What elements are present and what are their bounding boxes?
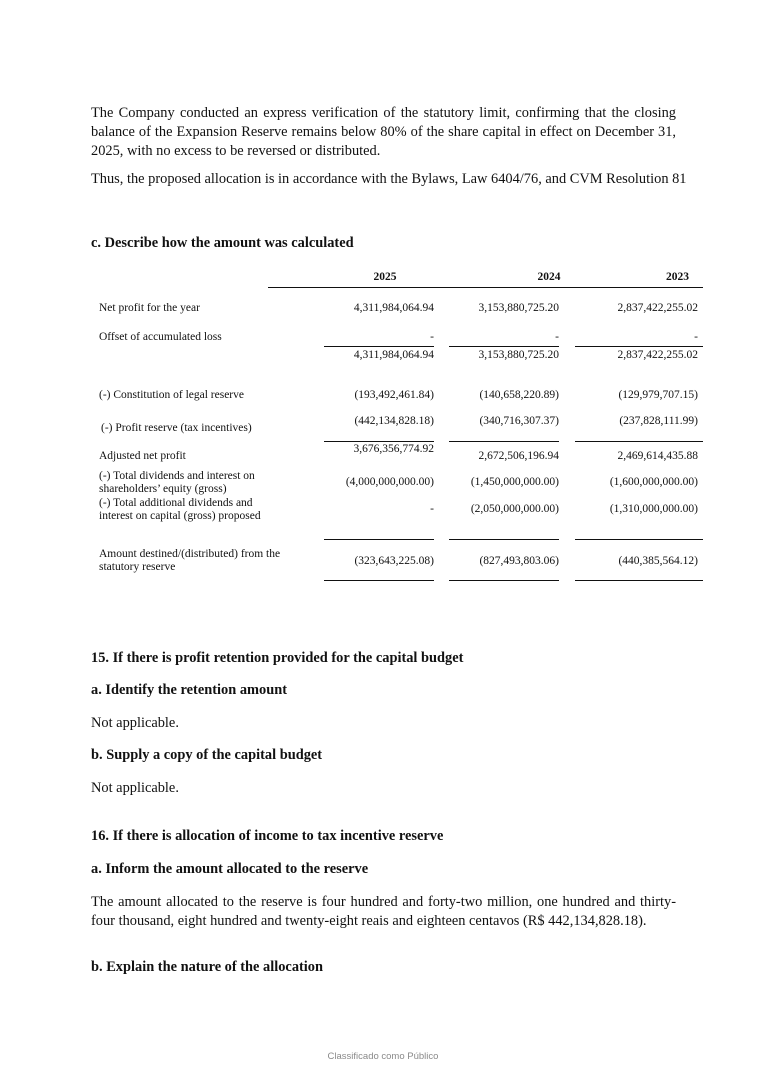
subtotal-rule-2023 — [575, 346, 703, 347]
classification-footer: Classificado como Público — [327, 1051, 439, 1062]
statutory-bottom-rule-2023 — [575, 580, 703, 581]
statutory-top-rule-2023 — [575, 539, 703, 540]
cell-additional-dividends-2024: (2,050,000,000.00) — [470, 503, 559, 515]
header-underline — [268, 287, 703, 288]
column-header-2024: 2024 — [537, 271, 561, 283]
section-c-heading: c. Describe how the amount was calculated — [91, 235, 354, 251]
row-label-statutory-reserve-line1: Amount destined/(distributed) from the — [99, 548, 281, 560]
cell-total-dividends-2024: (1,450,000,000.00) — [470, 476, 559, 488]
adjusted-rule-2024 — [449, 441, 559, 442]
section-15-heading: 15. If there is profit retention provided for the capital budget — [91, 650, 464, 666]
statutory-top-rule-2024 — [449, 539, 559, 540]
cell-additional-dividends-2023: (1,310,000,000.00) — [609, 503, 698, 515]
subtotal-rule-2025 — [324, 346, 434, 347]
row-label-tax-incentives: (-) Profit reserve (tax incentives) — [101, 422, 252, 434]
allocation-compliance-paragraph: Thus, the proposed allocation is in accordance with the Bylaws, Law 6404/76, and CVM Resolution 81 — [91, 171, 687, 187]
section-15b-heading: b. Supply a copy of the capital budget — [91, 747, 323, 763]
cell-net-profit-2023: 2,837,422,255.02 — [617, 302, 698, 314]
cell-adjusted-2024: 2,672,506,196.94 — [478, 450, 559, 462]
cell-legal-reserve-2023: (129,979,707.15) — [618, 389, 698, 401]
row-label-total-dividends-line1: (-) Total dividends and interest on — [99, 470, 255, 482]
cell-net-profit-2025: 4,311,984,064.94 — [353, 302, 434, 314]
adjusted-rule-2025 — [324, 441, 434, 442]
section-16a-text: The amount allocated to the reserve is four hundred and forty-two million, one hundred and thirty-four thousand, eight hundred and twenty-eight reais and eighteen centavos (R$ 442,134,828.18). — [91, 894, 676, 929]
cell-tax-incentives-2023: (237,828,111.99) — [619, 415, 698, 427]
cell-total-dividends-2025: (4,000,000,000.00) — [345, 476, 434, 488]
cell-additional-dividends-2025: - — [430, 503, 434, 515]
statutory-top-rule-2025 — [324, 539, 434, 540]
cell-offset-2024: - — [555, 331, 559, 343]
section-15a-text: Not applicable. — [91, 715, 179, 731]
cell-statutory-reserve-2023: (440,385,564.12) — [618, 555, 698, 567]
cell-legal-reserve-2025: (193,492,461.84) — [354, 389, 434, 401]
column-header-2023: 2023 — [666, 271, 689, 283]
cell-statutory-reserve-2024: (827,493,803.06) — [479, 555, 559, 567]
row-label-adjusted-net-profit: Adjusted net profit — [99, 450, 186, 462]
cell-tax-incentives-2025: (442,134,828.18) — [354, 415, 434, 427]
cell-total-dividends-2023: (1,600,000,000.00) — [609, 476, 698, 488]
cell-offset-2025: - — [430, 331, 434, 343]
row-label-net-profit: Net profit for the year — [99, 302, 200, 314]
row-label-statutory-reserve — [99, 548, 280, 574]
statutory-bottom-rule-2025 — [324, 580, 434, 581]
cell-net-profit-2024: 3,153,880,725.20 — [478, 302, 559, 314]
row-label-additional-dividends-line2: interest on capital (gross) proposed — [99, 510, 261, 522]
cell-statutory-reserve-2025: (323,643,225.08) — [354, 555, 434, 567]
row-label-offset-loss: Offset of accumulated loss — [99, 331, 222, 343]
cell-subtotal-2024: 3,153,880,725.20 — [478, 349, 559, 361]
section-15a-heading: a. Identify the retention amount — [91, 682, 288, 698]
cell-subtotal-2023: 2,837,422,255.02 — [617, 349, 698, 361]
cell-offset-2023: - — [694, 331, 698, 343]
cell-adjusted-2023: 2,469,614,435.88 — [617, 450, 698, 462]
section-15b-text: Not applicable. — [91, 780, 179, 796]
cell-tax-incentives-2024: (340,716,307.37) — [479, 415, 559, 427]
row-label-total-dividends — [99, 470, 255, 496]
section-16b-heading: b. Explain the nature of the allocation — [91, 959, 323, 975]
adjusted-rule-2023 — [575, 441, 703, 442]
row-label-legal-reserve: (-) Constitution of legal reserve — [99, 389, 244, 401]
statutory-bottom-rule-2024 — [449, 580, 559, 581]
section-16-heading: 16. If there is allocation of income to tax incentive reserve — [91, 828, 444, 844]
section-16a-heading: a. Inform the amount allocated to the reserve — [91, 861, 369, 877]
column-header-2025: 2025 — [373, 271, 397, 283]
cell-subtotal-2025: 4,311,984,064.94 — [353, 349, 434, 361]
row-label-additional-dividends — [99, 497, 261, 523]
row-label-additional-dividends-line1: (-) Total additional dividends and — [99, 497, 253, 509]
row-label-statutory-reserve-line2: statutory reserve — [99, 561, 176, 573]
cell-adjusted-2025: 3,676,356,774.92 — [353, 443, 434, 455]
subtotal-rule-2024 — [449, 346, 559, 347]
row-label-total-dividends-line2: shareholders’ equity (gross) — [99, 483, 227, 495]
cell-legal-reserve-2024: (140,658,220.89) — [479, 389, 559, 401]
statutory-limit-paragraph: The Company conducted an express verification of the statutory limit, confirming that the closing balance of the Expansion Reserve remains below 80% of the share capital in effect on December 31, 2025, with no excess to be reversed or distributed. — [91, 105, 676, 159]
